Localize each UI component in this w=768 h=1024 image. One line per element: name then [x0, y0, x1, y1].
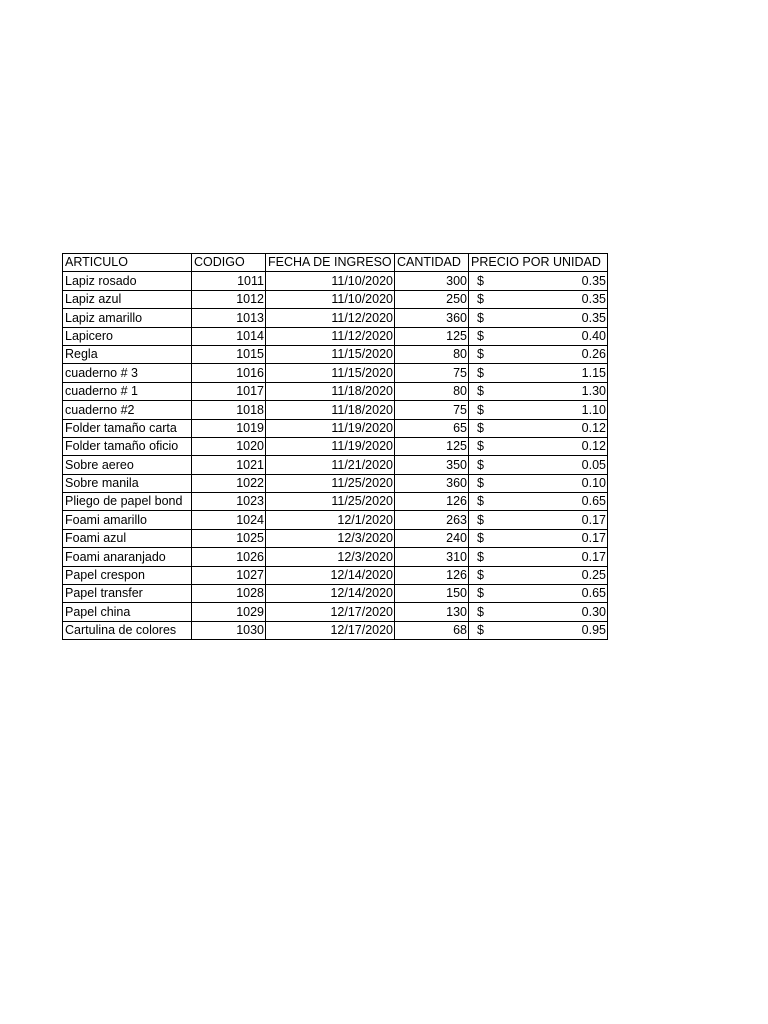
- currency-symbol: $: [477, 604, 484, 619]
- inventory-table-body: [63, 254, 608, 640]
- cell-fecha: 11/15/2020: [266, 364, 395, 382]
- cell-precio: [469, 401, 608, 419]
- cell-codigo: 1015: [192, 345, 266, 363]
- cell-cantidad: 75: [395, 401, 469, 419]
- cell-codigo: 1026: [192, 548, 266, 566]
- cell-codigo: 1013: [192, 309, 266, 327]
- table-row: [63, 364, 608, 382]
- cell-cantidad: 126: [395, 493, 469, 511]
- price-container: [471, 310, 606, 327]
- currency-symbol: $: [477, 365, 484, 380]
- cell-codigo: 1018: [192, 401, 266, 419]
- cell-articulo: Foami anaranjado: [63, 548, 192, 566]
- cell-fecha: 11/25/2020: [266, 474, 395, 492]
- price-value: 0.65: [581, 494, 606, 509]
- cell-cantidad: 240: [395, 529, 469, 547]
- price-value: 0.10: [581, 476, 606, 491]
- cell-codigo: 1012: [192, 290, 266, 308]
- cell-precio: [469, 621, 608, 639]
- cell-fecha: 12/3/2020: [266, 548, 395, 566]
- cell-articulo: cuaderno # 3: [63, 364, 192, 382]
- cell-cantidad: 300: [395, 272, 469, 290]
- cell-cantidad: 65: [395, 419, 469, 437]
- price-container: [471, 346, 606, 363]
- cell-fecha: 11/12/2020: [266, 327, 395, 345]
- cell-fecha: 11/19/2020: [266, 419, 395, 437]
- cell-articulo: Pliego de papel bond: [63, 493, 192, 511]
- currency-symbol: $: [477, 310, 484, 325]
- cell-cantidad: 310: [395, 548, 469, 566]
- header-fecha: FECHA DE INGRESO: [266, 254, 395, 272]
- price-value: 0.12: [581, 420, 606, 435]
- price-value: 0.30: [581, 604, 606, 619]
- cell-articulo: Folder tamaño carta: [63, 419, 192, 437]
- price-value: 0.35: [581, 292, 606, 307]
- cell-fecha: 11/12/2020: [266, 309, 395, 327]
- cell-precio: [469, 272, 608, 290]
- table-row: [63, 603, 608, 621]
- price-value: 0.35: [581, 273, 606, 288]
- cell-fecha: 12/1/2020: [266, 511, 395, 529]
- currency-symbol: $: [477, 292, 484, 307]
- currency-symbol: $: [477, 439, 484, 454]
- currency-symbol: $: [477, 384, 484, 399]
- cell-fecha: 12/14/2020: [266, 566, 395, 584]
- cell-cantidad: 263: [395, 511, 469, 529]
- price-container: [471, 383, 606, 400]
- cell-codigo: 1030: [192, 621, 266, 639]
- currency-symbol: $: [477, 457, 484, 472]
- cell-codigo: 1021: [192, 456, 266, 474]
- cell-precio: [469, 364, 608, 382]
- cell-fecha: 11/21/2020: [266, 456, 395, 474]
- cell-articulo: Lapiz rosado: [63, 272, 192, 290]
- cell-codigo: 1011: [192, 272, 266, 290]
- cell-cantidad: 150: [395, 585, 469, 603]
- price-container: [471, 585, 606, 602]
- table-row: [63, 419, 608, 437]
- table-row: [63, 548, 608, 566]
- cell-fecha: 11/18/2020: [266, 401, 395, 419]
- currency-symbol: $: [477, 420, 484, 435]
- price-container: [471, 475, 606, 492]
- table-row: [63, 290, 608, 308]
- cell-cantidad: 126: [395, 566, 469, 584]
- table-row: [63, 456, 608, 474]
- cell-precio: [469, 382, 608, 400]
- table-row: [63, 437, 608, 455]
- currency-symbol: $: [477, 568, 484, 583]
- price-container: [471, 420, 606, 437]
- cell-articulo: Papel transfer: [63, 585, 192, 603]
- cell-fecha: 12/3/2020: [266, 529, 395, 547]
- currency-symbol: $: [477, 273, 484, 288]
- currency-symbol: $: [477, 494, 484, 509]
- price-value: 0.25: [581, 568, 606, 583]
- cell-precio: [469, 327, 608, 345]
- cell-precio: [469, 456, 608, 474]
- price-value: 1.15: [581, 365, 606, 380]
- table-row: [63, 621, 608, 639]
- cell-precio: [469, 566, 608, 584]
- currency-symbol: $: [477, 531, 484, 546]
- price-value: 0.17: [581, 512, 606, 527]
- table-row: [63, 493, 608, 511]
- cell-precio: [469, 511, 608, 529]
- cell-articulo: Lapiz amarillo: [63, 309, 192, 327]
- price-value: 1.30: [581, 384, 606, 399]
- cell-precio: [469, 290, 608, 308]
- cell-codigo: 1023: [192, 493, 266, 511]
- table-row: [63, 474, 608, 492]
- cell-articulo: Cartulina de colores: [63, 621, 192, 639]
- currency-symbol: $: [477, 549, 484, 564]
- price-container: [471, 530, 606, 547]
- price-value: 0.26: [581, 347, 606, 362]
- price-container: [471, 291, 606, 308]
- cell-codigo: 1029: [192, 603, 266, 621]
- cell-codigo: 1025: [192, 529, 266, 547]
- table-row: [63, 345, 608, 363]
- cell-cantidad: 360: [395, 309, 469, 327]
- inventory-table: [62, 253, 608, 640]
- currency-symbol: $: [477, 586, 484, 601]
- header-row: [63, 254, 608, 272]
- cell-fecha: 11/18/2020: [266, 382, 395, 400]
- price-value: 0.40: [581, 328, 606, 343]
- cell-codigo: 1017: [192, 382, 266, 400]
- cell-fecha: 12/17/2020: [266, 621, 395, 639]
- cell-articulo: Sobre manila: [63, 474, 192, 492]
- header-codigo: CODIGO: [192, 254, 266, 272]
- cell-cantidad: 68: [395, 621, 469, 639]
- table-row: [63, 272, 608, 290]
- price-container: [471, 567, 606, 584]
- table-row: [63, 529, 608, 547]
- currency-symbol: $: [477, 623, 484, 638]
- table-row: [63, 566, 608, 584]
- price-container: [471, 622, 606, 639]
- cell-fecha: 11/25/2020: [266, 493, 395, 511]
- cell-articulo: Sobre aereo: [63, 456, 192, 474]
- cell-fecha: 11/15/2020: [266, 345, 395, 363]
- cell-articulo: cuaderno # 1: [63, 382, 192, 400]
- cell-cantidad: 125: [395, 327, 469, 345]
- cell-cantidad: 80: [395, 382, 469, 400]
- cell-articulo: cuaderno #2: [63, 401, 192, 419]
- cell-codigo: 1016: [192, 364, 266, 382]
- table-row: [63, 511, 608, 529]
- price-value: 0.65: [581, 586, 606, 601]
- cell-fecha: 11/10/2020: [266, 272, 395, 290]
- cell-precio: [469, 309, 608, 327]
- price-container: [471, 328, 606, 345]
- price-container: [471, 493, 606, 510]
- cell-precio: [469, 345, 608, 363]
- currency-symbol: $: [477, 347, 484, 362]
- price-value: 0.35: [581, 310, 606, 325]
- cell-cantidad: 80: [395, 345, 469, 363]
- table-row: [63, 309, 608, 327]
- currency-symbol: $: [477, 402, 484, 417]
- header-cantidad: CANTIDAD: [395, 254, 469, 272]
- price-container: [471, 604, 606, 621]
- cell-articulo: Regla: [63, 345, 192, 363]
- price-container: [471, 549, 606, 566]
- price-value: 1.10: [581, 402, 606, 417]
- price-value: 0.12: [581, 439, 606, 454]
- cell-precio: [469, 493, 608, 511]
- cell-cantidad: 130: [395, 603, 469, 621]
- cell-fecha: 11/10/2020: [266, 290, 395, 308]
- cell-articulo: Papel crespon: [63, 566, 192, 584]
- price-value: 0.17: [581, 549, 606, 564]
- cell-codigo: 1022: [192, 474, 266, 492]
- price-value: 0.17: [581, 531, 606, 546]
- cell-fecha: 11/19/2020: [266, 437, 395, 455]
- cell-precio: [469, 548, 608, 566]
- cell-fecha: 12/14/2020: [266, 585, 395, 603]
- cell-cantidad: 360: [395, 474, 469, 492]
- price-container: [471, 438, 606, 455]
- table-row: [63, 382, 608, 400]
- table-row: [63, 327, 608, 345]
- cell-cantidad: 125: [395, 437, 469, 455]
- cell-cantidad: 75: [395, 364, 469, 382]
- header-precio: PRECIO POR UNIDAD: [469, 254, 608, 272]
- cell-articulo: Foami azul: [63, 529, 192, 547]
- cell-articulo: Lapiz azul: [63, 290, 192, 308]
- price-value: 0.05: [581, 457, 606, 472]
- cell-precio: [469, 437, 608, 455]
- price-container: [471, 457, 606, 474]
- cell-articulo: Foami amarillo: [63, 511, 192, 529]
- currency-symbol: $: [477, 476, 484, 491]
- cell-articulo: Papel china: [63, 603, 192, 621]
- cell-articulo: Lapicero: [63, 327, 192, 345]
- cell-codigo: 1024: [192, 511, 266, 529]
- cell-fecha: 12/17/2020: [266, 603, 395, 621]
- cell-codigo: 1020: [192, 437, 266, 455]
- table-row: [63, 585, 608, 603]
- cell-codigo: 1027: [192, 566, 266, 584]
- price-container: [471, 512, 606, 529]
- header-articulo: ARTICULO: [63, 254, 192, 272]
- cell-cantidad: 250: [395, 290, 469, 308]
- cell-precio: [469, 419, 608, 437]
- price-container: [471, 402, 606, 419]
- currency-symbol: $: [477, 512, 484, 527]
- cell-precio: [469, 474, 608, 492]
- price-value: 0.95: [581, 623, 606, 638]
- price-container: [471, 273, 606, 290]
- table-row: [63, 401, 608, 419]
- cell-codigo: 1019: [192, 419, 266, 437]
- cell-precio: [469, 603, 608, 621]
- cell-articulo: Folder tamaño oficio: [63, 437, 192, 455]
- cell-codigo: 1014: [192, 327, 266, 345]
- cell-precio: [469, 585, 608, 603]
- cell-codigo: 1028: [192, 585, 266, 603]
- currency-symbol: $: [477, 328, 484, 343]
- price-container: [471, 365, 606, 382]
- cell-cantidad: 350: [395, 456, 469, 474]
- cell-precio: [469, 529, 608, 547]
